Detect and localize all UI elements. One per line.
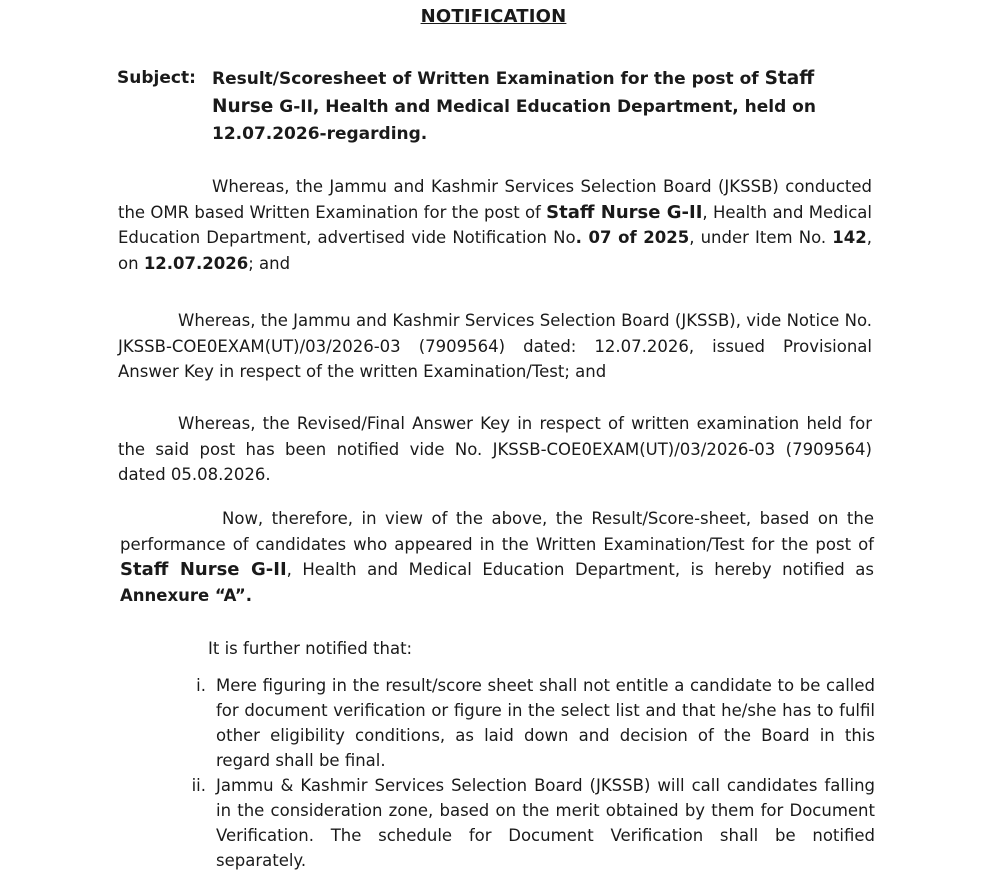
subject-text xyxy=(212,65,877,148)
list-item-text: Jammu & Kashmir Services Selection Board (JKSSB) will call candidates falling in the consideration zone, based on the merit obtained by them for Document Verification. The schedule for Document Verification shall be notified separately. xyxy=(216,776,875,870)
para-text: Now, therefore, in view of the above, the Result/Score-sheet, based on the performance of candidates who appeared in the Written Examination/Test for the post of xyxy=(120,509,874,554)
post-name: Staff Nurse G-II xyxy=(120,559,287,580)
para-text: Whereas, the Jammu and Kashmir Services Selection Board (JKSSB) conducted the OMR based Written Examination for the post of xyxy=(118,177,872,222)
list-item-number: ii. xyxy=(191,776,206,795)
list-item-text: Mere figuring in the result/score sheet shall not entitle a candidate to be called for document verification or figure in the select list and that he/she has to fulfil other eligibility conditions, as laid down and decision of the Board in this regard shall be final. xyxy=(216,676,875,770)
paragraph-conduct xyxy=(118,174,872,276)
notification-number: . 07 of 2025 xyxy=(575,228,690,247)
list-item-number: i. xyxy=(196,676,206,695)
para-text: , on xyxy=(118,228,872,273)
para-text: , Health and Medical Education Department, is hereby notified as xyxy=(286,560,874,579)
subject-text-part: Result/Scoresheet of Written Examination for the post of xyxy=(212,69,765,89)
subject-block xyxy=(117,65,877,148)
para-text: ; and xyxy=(248,253,291,273)
list-item xyxy=(150,673,875,773)
list-item xyxy=(150,773,875,873)
conditions-list xyxy=(150,673,880,873)
subject-label: Subject: xyxy=(117,68,196,88)
paragraph-provisional-key: Whereas, the Jammu and Kashmir Services Selection Board (JKSSB), vide Notice No. JKSSB-COE0EXAM(UT)/03/2026-03 (7909564) dated: 12.07.2026, issued Provisional Answer Key in respect of the written Examination/Test; and xyxy=(118,311,872,381)
annexure-label: Annexure “A”. xyxy=(120,585,252,605)
paragraph-result xyxy=(120,506,874,608)
exam-date: 12.07.2026 xyxy=(143,253,249,273)
para-text: , under Item No. xyxy=(689,228,833,247)
paragraph-further: It is further notified that: xyxy=(208,639,413,658)
para-text: , Health and Medical Education Department, advertised vide Notification No xyxy=(118,202,872,247)
page-title: NOTIFICATION xyxy=(420,6,567,27)
paragraph-final-key: Whereas, the Revised/Final Answer Key in respect of written examination held for the said post has been notified vide No. JKSSB-COE0EXAM(UT)/03/2026-03 (7909564) dated 05.08.2026. xyxy=(118,414,872,484)
post-name: Staff Nurse G-II xyxy=(546,201,703,223)
subject-post: Staff Nurse xyxy=(212,68,815,117)
item-number: 142 xyxy=(832,228,867,247)
subject-text-part: G-II, Health and Medical Education Department, held on 12.07.2026-regarding. xyxy=(212,97,816,144)
